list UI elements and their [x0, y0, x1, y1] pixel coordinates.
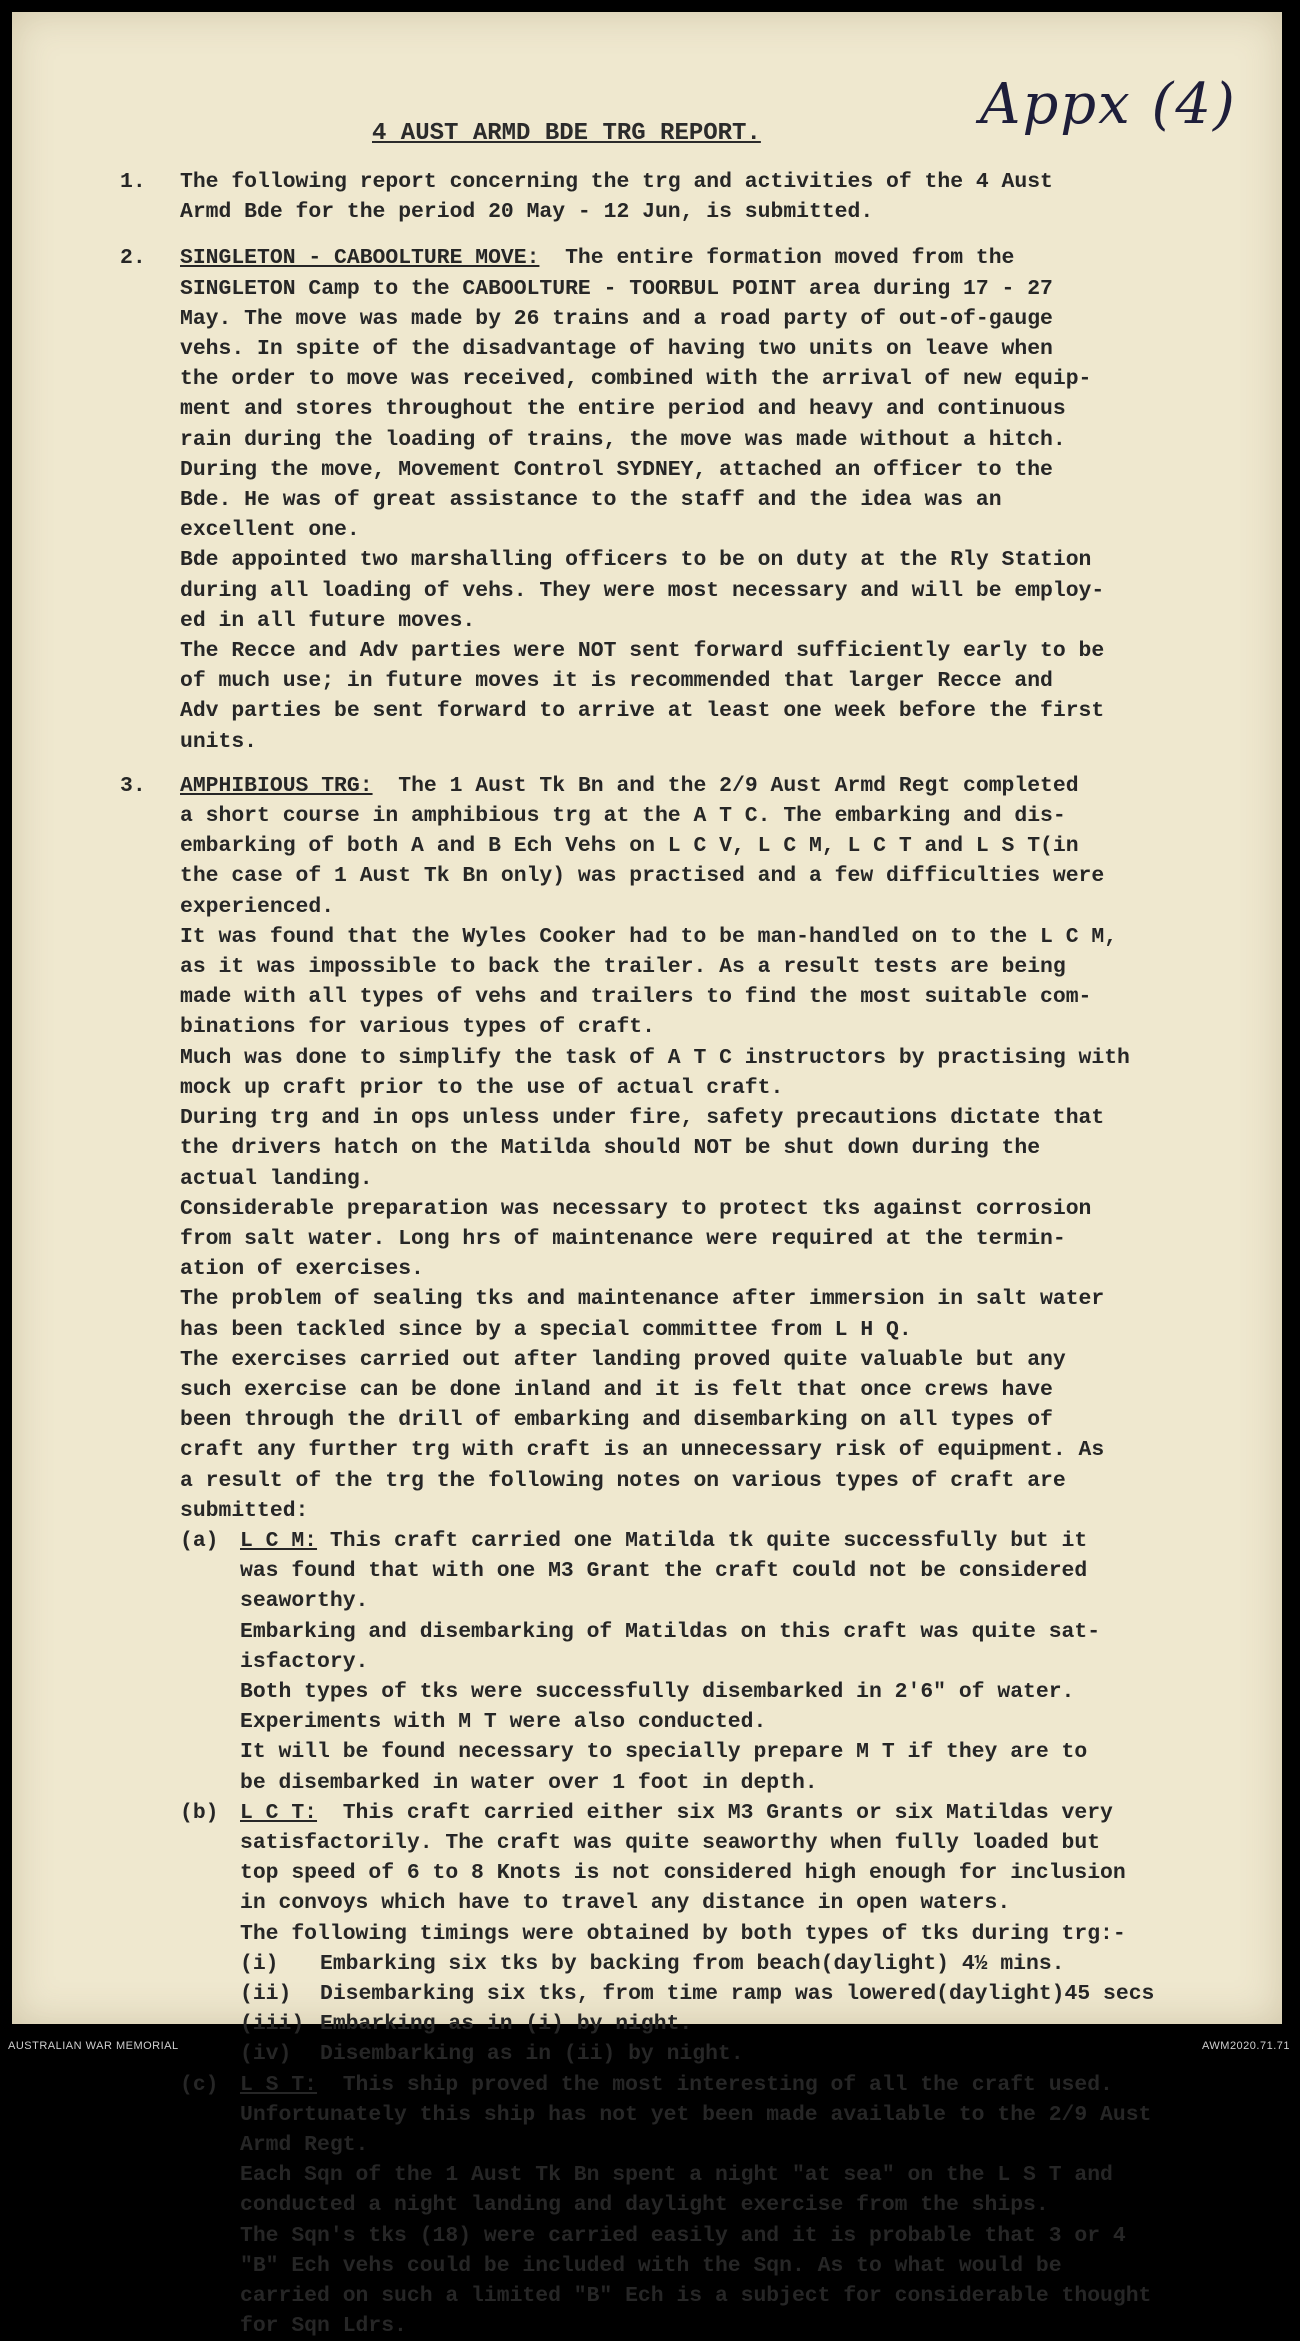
text-line: as it was impossible to back the trailer. As a result tests are being — [180, 955, 1066, 980]
handwritten-annotation: Appx (4) — [980, 72, 1237, 137]
report-body — [120, 167, 1280, 2341]
text-line: The Recce and Adv parties were NOT sent forward sufficiently early to be — [180, 639, 1105, 664]
text-line: for Sqn Ldrs. — [240, 2314, 407, 2339]
text-line: units. — [180, 729, 258, 754]
timing-item — [240, 2009, 1280, 2039]
text-fragment: The entire formation moved from the — [539, 246, 1015, 271]
text-line: excellent one. — [180, 518, 360, 543]
text-line: in convoys which have to travel any distance in open waters. — [240, 1891, 1011, 1916]
footer-reference: AWM2020.71.71 — [1201, 2040, 1290, 2052]
paragraph-3 — [120, 771, 1280, 2341]
text-line: conducted a night landing and daylight exercise from the ships. — [240, 2193, 1049, 2218]
text-line: made with all types of vehs and trailers to find the most suitable com- — [180, 985, 1092, 1010]
text-line: The exercises carried out after landing proved quite valuable but any — [180, 1347, 1066, 1372]
footer-credit: AUSTRALIAN WAR MEMORIAL — [8, 2040, 179, 2052]
timing-text: Embarking as in (i) by night. — [320, 2012, 693, 2037]
text-line: a short course in amphibious trg at the A T C. The embarking and dis- — [180, 804, 1066, 829]
text-line: a result of the trg the following notes on various types of craft are — [180, 1468, 1066, 1493]
text-line: embarking of both A and B Ech Vehs on L C V, L C M, L C T and L S T(in — [180, 834, 1079, 859]
timing-text: Disembarking as in (ii) by night. — [320, 2042, 744, 2067]
text-line: experienced. — [180, 894, 335, 919]
timing-number: (iii) — [240, 2012, 305, 2037]
paragraph-number: 3. — [120, 773, 146, 798]
text-line: During the move, Movement Control SYDNEY, attached an officer to the — [180, 457, 1053, 482]
text-fragment: This ship proved the most interesting of all the craft used. — [317, 2072, 1113, 2097]
text-line: The following timings were obtained by both types of tks during trg:- — [240, 1921, 1126, 1946]
text-line: ed in all future moves. — [180, 608, 476, 633]
text-line: Each Sqn of the 1 Aust Tk Bn spent a night "at sea" on the L S T and — [240, 2163, 1113, 2188]
text-line — [180, 243, 1280, 273]
subsection-heading: L C T: — [240, 1800, 318, 1825]
subsection-heading: L C M: — [240, 1528, 318, 1553]
subsection-letter: (a) — [180, 1528, 219, 1553]
text-line: Bde appointed two marshalling officers to be on duty at the Rly Station — [180, 548, 1092, 573]
text-line: be disembarked in water over 1 foot in depth. — [240, 1770, 818, 1795]
text-line: the case of 1 Aust Tk Bn only) was practised and a few difficulties were — [180, 864, 1105, 889]
timing-text: Embarking six tks by backing from beach(daylight) 4½ mins. — [320, 1951, 1065, 1976]
text-line: The Sqn's tks (18) were carried easily and it is probable that 3 or 4 — [240, 2223, 1126, 2248]
text-line — [240, 2070, 1280, 2100]
subsection-lct — [180, 1798, 1280, 2070]
report-title: 4 AUST ARMD BDE TRG REPORT. — [372, 120, 761, 147]
timing-number: (ii) — [240, 1981, 292, 2006]
timing-item — [240, 1979, 1280, 2009]
text-line: the order to move was received, combined with the arrival of new equip- — [180, 367, 1092, 392]
text-line: such exercise can be done inland and it is felt that once crews have — [180, 1377, 1053, 1402]
timing-text: Disembarking six tks, from time ramp was lowered(daylight)45 secs — [320, 1981, 1155, 2006]
text-line: Both types of tks were successfully disembarked in 2'6" of water. — [240, 1679, 1075, 1704]
text-line: Armd Regt. — [240, 2133, 369, 2157]
text-line: satisfactorily. The craft was quite seaworthy when fully loaded but — [240, 1830, 1101, 1855]
text-line: The following report concerning the trg and activities of the 4 Aust — [180, 170, 1053, 194]
text-line: Considerable preparation was necessary to protect tks against corrosion — [180, 1196, 1092, 1221]
text-line: Bde. He was of great assistance to the staff and the idea was an — [180, 488, 1002, 513]
timing-item — [240, 2039, 1280, 2069]
subsection-heading: L S T: — [240, 2072, 318, 2097]
text-line: Adv parties be sent forward to arrive at least one week before the first — [180, 699, 1105, 724]
text-line: actual landing. — [180, 1166, 373, 1191]
paragraph-number: 1. — [120, 170, 146, 194]
text-line: top speed of 6 to 8 Knots is not considered high enough for inclusion — [240, 1861, 1126, 1886]
text-line: During trg and in ops unless under fire, safety precautions dictate that — [180, 1106, 1105, 1131]
text-fragment: This craft carried one Matilda tk quite successfully but it — [317, 1528, 1088, 1553]
text-line: vehs. In spite of the disadvantage of having two units on leave when — [180, 337, 1053, 362]
text-line: submitted: — [180, 1498, 309, 1523]
text-line: craft any further trg with craft is an unnecessary risk of equipment. As — [180, 1438, 1105, 1463]
text-line: of much use; in future moves it is recommended that larger Recce and — [180, 669, 1053, 694]
subsection-lcm — [180, 1526, 1280, 1798]
text-line: SINGLETON Camp to the CABOOLTURE - TOORBUL POINT area during 17 - 27 — [180, 276, 1053, 301]
section-heading: SINGLETON - CABOOLTURE MOVE: — [180, 246, 540, 271]
text-fragment: This craft carried either six M3 Grants or six Matildas very — [317, 1800, 1113, 1825]
text-line: has been tackled since by a special committee from L H Q. — [180, 1317, 912, 1342]
text-line: seaworthy. — [240, 1589, 369, 1614]
section-heading: AMPHIBIOUS TRG: — [180, 773, 373, 798]
subsection-letter: (c) — [180, 2072, 219, 2097]
text-line: Unfortunately this ship has not yet been made available to the 2/9 Aust — [240, 2102, 1152, 2127]
text-line: rain during the loading of trains, the move was made without a hitch. — [180, 427, 1066, 452]
text-line: It will be found necessary to specially prepare M T if they are to — [240, 1740, 1088, 1765]
paragraph-number: 2. — [120, 246, 146, 271]
text-line: Much was done to simplify the task of A T C instructors by practising with — [180, 1045, 1130, 1070]
subsection-letter: (b) — [180, 1800, 219, 1825]
timing-item — [240, 1949, 1280, 1979]
text-line: isfactory. — [240, 1649, 369, 1674]
text-line: carried on such a limited "B" Ech is a subject for considerable thought — [240, 2284, 1152, 2309]
text-line: was found that with one M3 Grant the craft could not be considered — [240, 1559, 1088, 1584]
text-line: the drivers hatch on the Matilda should NOT be shut down during the — [180, 1136, 1041, 1161]
paragraph-1 — [120, 167, 1280, 227]
subsection-lst — [180, 2070, 1280, 2341]
text-line — [240, 1526, 1280, 1556]
text-line: binations for various types of craft. — [180, 1015, 655, 1040]
text-line: It was found that the Wyles Cooker had to be man-handled on to the L C M, — [180, 924, 1118, 949]
text-line: May. The move was made by 26 trains and a road party of out-of-gauge — [180, 306, 1053, 331]
text-line: mock up craft prior to the use of actual craft. — [180, 1075, 784, 1100]
text-line: Experiments with M T were also conducted. — [240, 1710, 767, 1735]
timing-number: (iv) — [240, 2042, 292, 2067]
text-line: from salt water. Long hrs of maintenance were required at the termin- — [180, 1226, 1066, 1251]
text-line: "B" Ech vehs could be included with the Sqn. As to what would be — [240, 2253, 1062, 2278]
text-line: Embarking and disembarking of Matildas on this craft was quite sat- — [240, 1619, 1101, 1644]
text-line — [180, 771, 1280, 801]
text-line — [240, 1798, 1280, 1828]
timing-number: (i) — [240, 1951, 279, 1976]
text-line: been through the drill of embarking and disembarking on all types of — [180, 1408, 1053, 1433]
text-line: Armd Bde for the period 20 May - 12 Jun, is submitted. — [180, 200, 874, 225]
text-line: ation of exercises. — [180, 1257, 424, 1282]
text-line: The problem of sealing tks and maintenance after immersion in salt water — [180, 1287, 1105, 1312]
paragraph-2 — [120, 243, 1280, 756]
text-line: ment and stores throughout the entire period and heavy and continuous — [180, 397, 1066, 422]
text-fragment: The 1 Aust Tk Bn and the 2/9 Aust Armd Regt completed — [372, 773, 1079, 798]
text-line: during all loading of vehs. They were most necessary and will be employ- — [180, 578, 1105, 603]
